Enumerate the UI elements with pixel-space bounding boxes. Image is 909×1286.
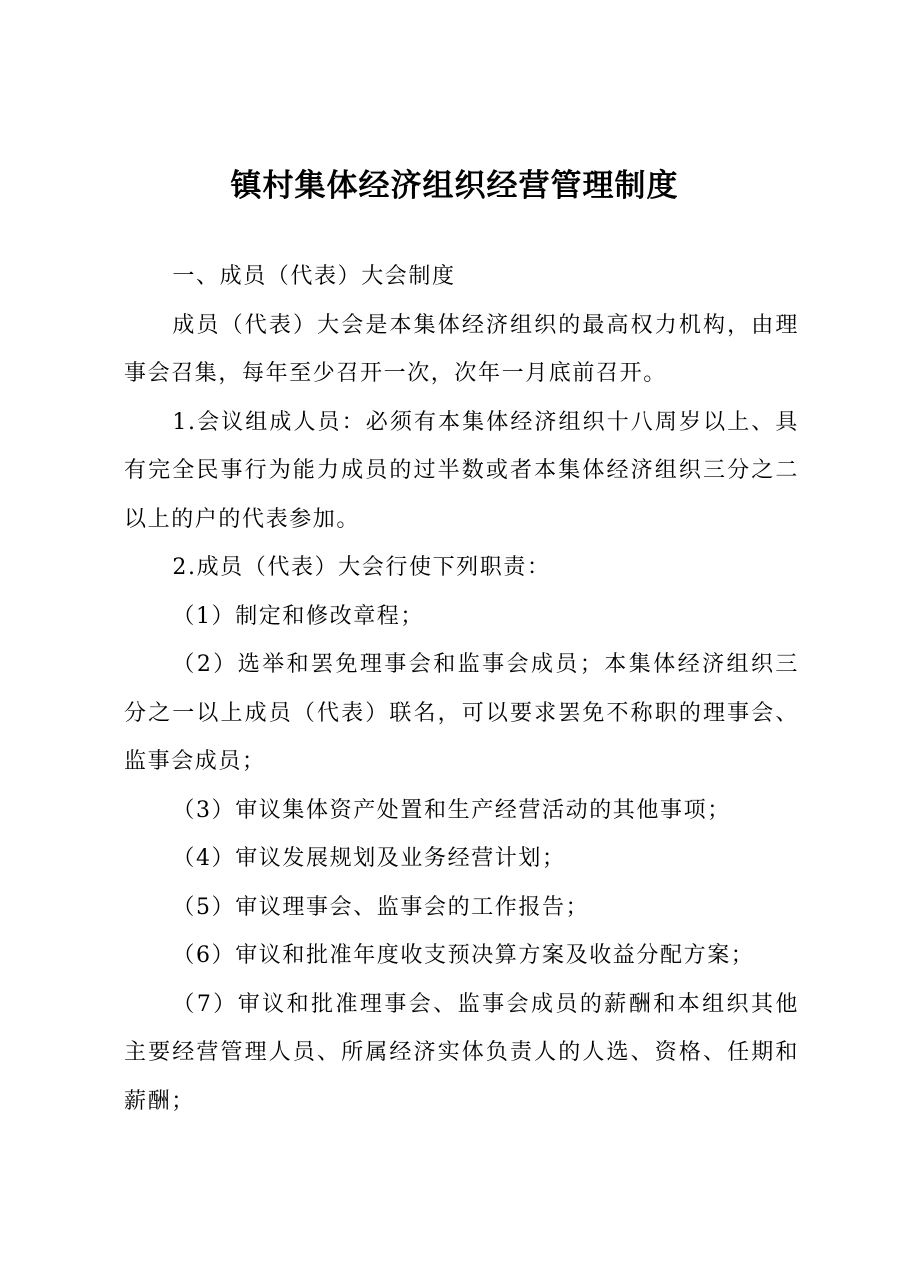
section-heading-members-assembly: 一、成员（代表）大会制度	[172, 264, 456, 289]
paragraph-meeting-composition: 1.会议组成人员：必须有本集体经济组织十八周岁以上、具有完全民事行为能力成员的过半数或者本集体经济组织三分之二以上的户的代表参加。	[124, 409, 799, 532]
list-item-duty-5: （5）审议理事会、监事会的工作报告；	[172, 894, 590, 920]
paragraph-assembly-definition: 成员（代表）大会是本集体经济组织的最高权力机构，由理事会召集，每年至少召开一次，次年一月底前召开。	[124, 312, 799, 386]
document-body	[124, 253, 799, 1126]
paragraph-assembly-duties: 2.成员（代表）大会行使下列职责：	[172, 555, 551, 580]
list-item-duty-6: （6）审议和批准年度收支预决算方案及收益分配方案；	[172, 943, 755, 968]
list-item-duty-2: （2）选举和罢免理事会和监事会成员；本集体经济组织三分之一以上成员（代表）联名，可以要求罢免不称职的理事会、监事会成员；	[124, 652, 799, 774]
list-item-duty-1: （1）制定和修改章程；	[172, 603, 424, 629]
list-item-duty-7: （7）审议和批准理事会、监事会成员的薪酬和本组织其他主要经营管理人员、所属经济实体负责人的人选、资格、任期和薪酬；	[124, 991, 799, 1114]
list-item-duty-3: （3）审议集体资产处置和生产经营活动的其他事项；	[172, 797, 731, 823]
document-title: 镇村集体经济组织经营管理制度	[230, 168, 679, 204]
list-item-duty-4: （4）审议发展规划及业务经营计划；	[172, 846, 566, 871]
